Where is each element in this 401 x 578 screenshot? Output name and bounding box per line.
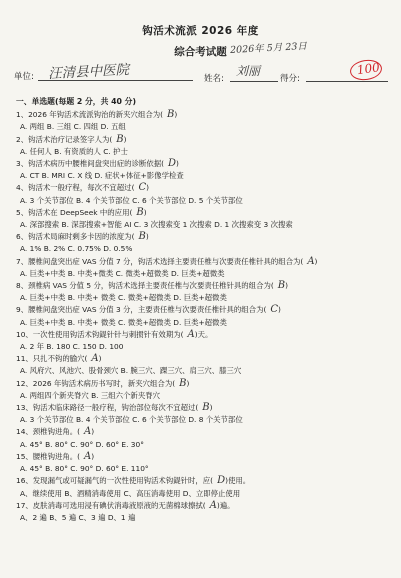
score-underline	[306, 81, 388, 82]
question-options: A. 巨类+中类 B. 中类+ 微类 C. 微类+超微类 D. 巨类+超微类	[20, 293, 227, 303]
handwritten-answer: A	[84, 426, 92, 438]
stem-close: )	[98, 354, 102, 364]
question-item	[16, 256, 391, 280]
question-stem	[16, 109, 391, 121]
question-stem	[16, 231, 391, 243]
stem-close: )使用。	[225, 476, 251, 486]
name-underline	[230, 81, 278, 82]
handwritten-answer: D	[217, 475, 226, 487]
stem-text: 2、钩活术治疗记录签字人为(	[16, 134, 113, 144]
question-options: A. 巨类+中类 B. 中类+微类 C. 微类+超微类 D. 巨类+超微类	[20, 268, 225, 278]
stem-close: )遍。	[216, 500, 235, 510]
question-item	[16, 207, 391, 231]
question-item	[16, 329, 391, 353]
handwritten-answer: A	[307, 255, 315, 267]
stem-text: 14、颈椎钩进角。(	[16, 427, 81, 437]
question-options: A. CT B. MRI C. X 线 D. 症状+体征+影像学检查	[20, 171, 184, 181]
question-item	[16, 304, 391, 328]
question-item	[16, 280, 391, 304]
question-options: A. 风府穴、风池穴、股骨颈穴 B. 腕三穴、踝三穴、肩三穴、膝三穴	[20, 366, 242, 376]
stem-text: 8、颈椎病 VAS 分值 5 分，钩活术选择主要责任椎与次要责任椎针具的组合为(	[16, 281, 274, 291]
stem-close: )	[123, 134, 127, 144]
stem-close: )	[91, 427, 95, 437]
stem-close: )	[143, 207, 147, 217]
handwritten-answer: B	[167, 109, 175, 121]
stem-text: 10、一次性使用钩活术钩鍉针针与刺掼针有效期为(	[16, 329, 184, 339]
stem-text: 15、腰椎钩进角。(	[16, 451, 81, 461]
handwritten-answer: A	[91, 353, 99, 365]
question-item	[16, 500, 391, 524]
question-options: A. 任何人 B. 有资质的人 C. 护士	[20, 146, 128, 156]
handwritten-answer: B	[116, 133, 124, 145]
question-options: A. 2 年 B. 180 C. 150 D. 100	[20, 342, 124, 352]
info-row	[14, 60, 394, 90]
handwritten-answer: B	[138, 231, 146, 243]
question-options: A. 两组 B. 三组 C. 四组 D. 五组	[20, 122, 126, 132]
question-stem	[16, 378, 391, 390]
handwritten-answer: B	[179, 377, 187, 389]
handwritten-answer: B	[277, 280, 286, 292]
handwritten-answer: B	[136, 206, 144, 218]
question-item	[16, 134, 391, 158]
question-stem	[16, 256, 391, 268]
stem-close: )	[209, 403, 213, 413]
question-options: A. 45° B. 80° C. 90° D. 60° E. 30°	[20, 439, 144, 449]
stem-text: 17、皮肤消毒可选用浸有碘伏消毒液原液的无菌棉球擦拭(	[16, 500, 206, 510]
handwritten-answer: D	[168, 158, 177, 170]
question-stem	[16, 500, 391, 512]
question-stem	[16, 451, 391, 463]
handwritten-answer: A	[209, 499, 217, 511]
question-item	[16, 353, 391, 377]
question-item	[16, 475, 391, 499]
exam-subtitle: 综合考试题	[174, 46, 227, 58]
stem-text: 7、腰椎间盘突出症 VAS 分值 7 分，钩活术选择主要责任椎与次要责任椎针具的组合为(	[16, 256, 304, 266]
stem-close: )	[285, 281, 288, 291]
question-options: A. 45° B. 80° C. 90° D. 60° E. 110°	[20, 464, 149, 474]
question-stem	[16, 280, 391, 292]
question-options: A. 1% B. 2% C. 0.75% D. 0.5%	[20, 244, 133, 254]
question-options: A. 两组四个新夹脊穴 B. 三组六个新夹脊穴	[20, 390, 160, 400]
stem-text: 11、只扎不钩的腧穴(	[16, 354, 88, 364]
stem-text: 16、发现漏气或可疑漏气的一次性使用钩活术钩鍉针时，应(	[16, 476, 214, 486]
question-stem	[16, 304, 391, 316]
question-item	[16, 426, 391, 450]
stem-close: )	[174, 110, 178, 120]
question-item	[16, 109, 391, 133]
handwritten-score: 100	[355, 60, 381, 78]
question-stem	[16, 329, 391, 341]
stem-close: )	[278, 305, 281, 315]
question-options: A. 3 个关节部位 B. 4 个关节部位 C. 6 个关节部位 D. 8 个关节部位	[20, 415, 243, 425]
stem-close: )	[176, 159, 179, 169]
stem-close: )	[314, 256, 318, 266]
exam-title: 钩活术流派 2026 年度	[142, 25, 259, 37]
handwritten-name: 刘丽	[236, 64, 261, 78]
question-item	[16, 402, 391, 426]
handwritten-answer: C	[138, 182, 147, 194]
question-stem	[16, 134, 391, 146]
stem-text: 3、钩活术病历中腰椎间盘突出症的诊断依据(	[16, 159, 165, 169]
question-stem	[16, 426, 391, 438]
question-list	[16, 96, 391, 524]
handwritten-answer: B	[202, 402, 210, 414]
question-item	[16, 158, 391, 182]
question-stem	[16, 475, 391, 487]
stem-close: )	[146, 183, 149, 193]
name-label: 姓名:	[204, 74, 224, 84]
stem-text: 13、钩活术临床路径一般疗程，钩治部位每次不宜超过(	[16, 403, 199, 413]
stem-text: 5、钩活术在 DeepSeek 中的应用(	[16, 207, 133, 217]
question-options: A. 深部搜索 B. 深部搜索+智能 AI C. 3 次搜索变 1 次搜索 D. 1 次搜索变 3 次搜索	[20, 220, 293, 230]
stem-close: )	[186, 378, 190, 388]
red-circled-score	[349, 58, 383, 82]
handwritten-answer: C	[270, 304, 279, 316]
section-title: 一、单选题(每题 2 分，共 40 分)	[16, 97, 137, 106]
stem-text: 4、钩活术一般疗程，每次不宜超过(	[16, 183, 135, 193]
handwritten-date: 2026年 5月 23日	[229, 40, 308, 57]
stem-close: )	[145, 232, 149, 242]
question-stem	[16, 207, 391, 219]
question-stem	[16, 158, 391, 170]
handwritten-unit: 汪清县中医院	[47, 61, 130, 83]
question-item	[16, 231, 391, 255]
score-label: 得分:	[280, 74, 300, 84]
stem-text: 9、腰椎间盘突出症 VAS 分值 3 分，主要责任椎与次要责任椎针具的组合为(	[16, 305, 267, 315]
question-item	[16, 378, 391, 402]
handwritten-answer: A	[187, 328, 195, 340]
question-stem	[16, 402, 391, 414]
stem-close: )	[91, 451, 95, 461]
question-options: A. 3 个关节部位 B. 4 个关节部位 C. 6 个关节部位 D. 5 个关节部位	[20, 195, 243, 205]
question-item	[16, 182, 391, 206]
question-options: A、2 遍 B、5 遍 C、3 遍 D、1 遍	[20, 512, 136, 522]
question-item	[16, 451, 391, 475]
question-stem	[16, 353, 391, 365]
stem-text: 6、钩活术局麻时剩多卡因的浓度为(	[16, 232, 135, 242]
stem-text: 12、2026 年钩活术病历书写时，新夹穴组合为(	[16, 378, 176, 388]
question-options: A. 巨类+中类 B. 中类+ 微类 C. 微类+超微类 D. 巨类+超微类	[20, 317, 227, 327]
question-options: A、继续使用 B、酒精消毒使用 C、高压消毒使用 D、立即停止使用	[20, 488, 241, 498]
question-stem	[16, 182, 391, 194]
unit-label: 单位:	[14, 72, 34, 82]
handwritten-answer: A	[84, 450, 92, 462]
stem-close: )天。	[194, 329, 213, 339]
stem-text: 1、2026 年钩活术流派钩治的新夹穴组合为(	[16, 110, 163, 120]
